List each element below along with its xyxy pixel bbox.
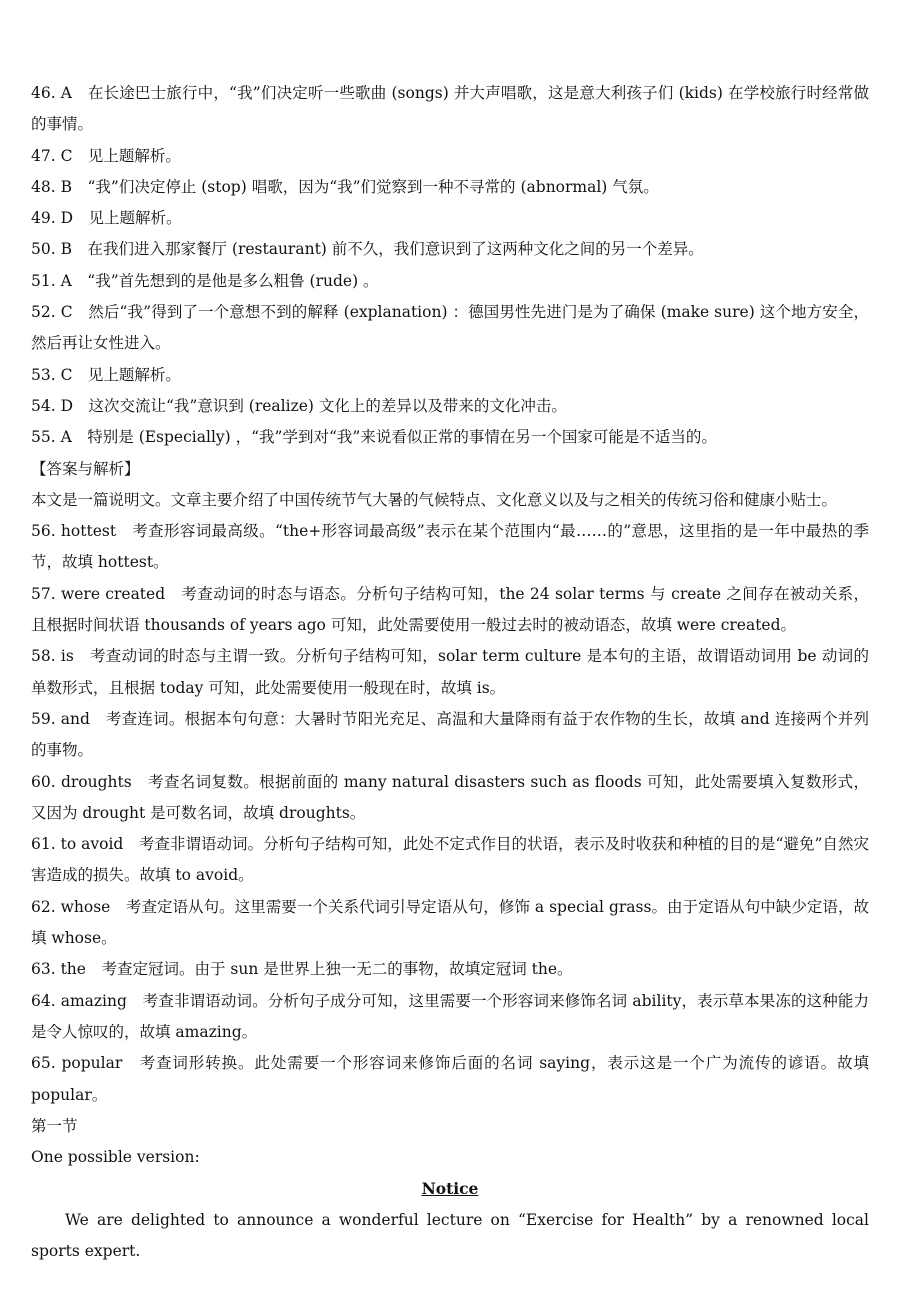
answer-62: 62. whose 考查定语从句。这里需要一个关系代词引导定语从句，修饰 a special grass。由于定语从句中缺少定语，故填 whose。 [31, 897, 869, 948]
answer-52: 52. C 然后“我”得到了一个意想不到的解释 (explanation) ：德国男性先进门是为了确保 (make sure) 这个地方安全，然后再让女性进入。 [31, 303, 869, 353]
answer-key-content [31, 78, 869, 1267]
notice-title: Notice [421, 1179, 479, 1199]
answer-46: 46. A 在长途巴士旅行中，“我”们决定听一些歌曲 (songs) 并大声唱歌，这是意大利孩子们 (kids) 在学校旅行时经常做的事情。 [31, 84, 869, 134]
answer-56: 56. hottest 考查形容词最高级。“the+形容词最高级”表示在某个范围内“最……的”意思，这里指的是一年中最热的季节，故填 hottest。 [31, 522, 869, 572]
answer-50: 50. B 在我们进入那家餐厅 (restaurant) 前不久，我们意识到了这两种文化之间的另一个差异。 [31, 240, 704, 259]
section-label: 第一节 [31, 1116, 78, 1135]
answer-55: 55. A 特别是 (Especially) ，“我”学到对“我”来说看似正常的事情在另一个国家可能是不适当的。 [31, 428, 717, 447]
answer-48: 48. B “我”们决定停止 (stop) 唱歌，因为“我”们觉察到一种不寻常的 (abnormal) 气氛。 [31, 177, 659, 196]
answer-58: 58. is 考查动词的时态与主谓一致。分析句子结构可知，solar term culture 是本句的主语，故谓语动词用 be 动词的单数形式，且根据 today 可知，此处需要使用一般现在时，故填 is。 [31, 647, 869, 697]
possible-version-label: One possible version: [31, 1148, 200, 1167]
section-heading-answers: 【答案与解析】 [31, 459, 140, 478]
answer-63: 63. the 考查定冠词。由于 sun 是世界上独一无二的事物，故填定冠词 the。 [31, 960, 573, 979]
answer-61: 61. to avoid 考查非谓语动词。分析句子结构可知，此处不定式作目的状语，表示及时收获和种植的目的是“避免”自然灾害造成的损失。故填 to avoid。 [31, 835, 869, 885]
answer-59: 59. and 考查连词。根据本句句意：大暑时节阳光充足、高温和大量降雨有益于农作物的生长，故填 and 连接两个并列的事物。 [31, 709, 869, 760]
answer-54: 54. D 这次交流让“我”意识到 (realize) 文化上的差异以及带来的文化冲击。 [31, 396, 567, 415]
passage-summary: 本文是一篇说明文。文章主要介绍了中国传统节气大暑的气候特点、文化意义以及与之相关的传统习俗和健康小贴士。 [31, 490, 838, 509]
answer-47: 47. C 见上题解析。 [31, 146, 181, 165]
answer-49: 49. D 见上题解析。 [31, 209, 182, 228]
answer-51: 51. A “我”首先想到的是他是多么粗鲁 (rude) 。 [31, 271, 379, 290]
answer-60: 60. droughts 考查名词复数。根据前面的 many natural disasters such as floods 可知，此处需要填入复数形式，又因为 drought 是可数名词，故填 droughts。 [31, 772, 869, 822]
answer-65: 65. popular 考查词形转换。此处需要一个形容词来修饰后面的名词 saying，表示这是一个广为流传的谚语。故填 popular。 [31, 1054, 869, 1104]
answer-57: 57. were created 考查动词的时态与语态。分析句子结构可知，the 24 solar terms 与 create 之间存在被动关系，且根据时间状语 thousands of years ago 可知，此处需要使用一般过去时的被动语态，故填 were created。 [31, 584, 869, 635]
answer-64: 64. amazing 考查非谓语动词。分析句子成分可知，这里需要一个形容词来修饰名词 ability，表示草本果冻的这种能力是令人惊叹的，故填 amazing。 [31, 991, 869, 1041]
notice-body: We are delighted to announce a wonderful lecture on “Exercise for Health” by a renowned local sports expert. [31, 1210, 869, 1260]
answer-53: 53. C 见上题解析。 [31, 365, 181, 384]
